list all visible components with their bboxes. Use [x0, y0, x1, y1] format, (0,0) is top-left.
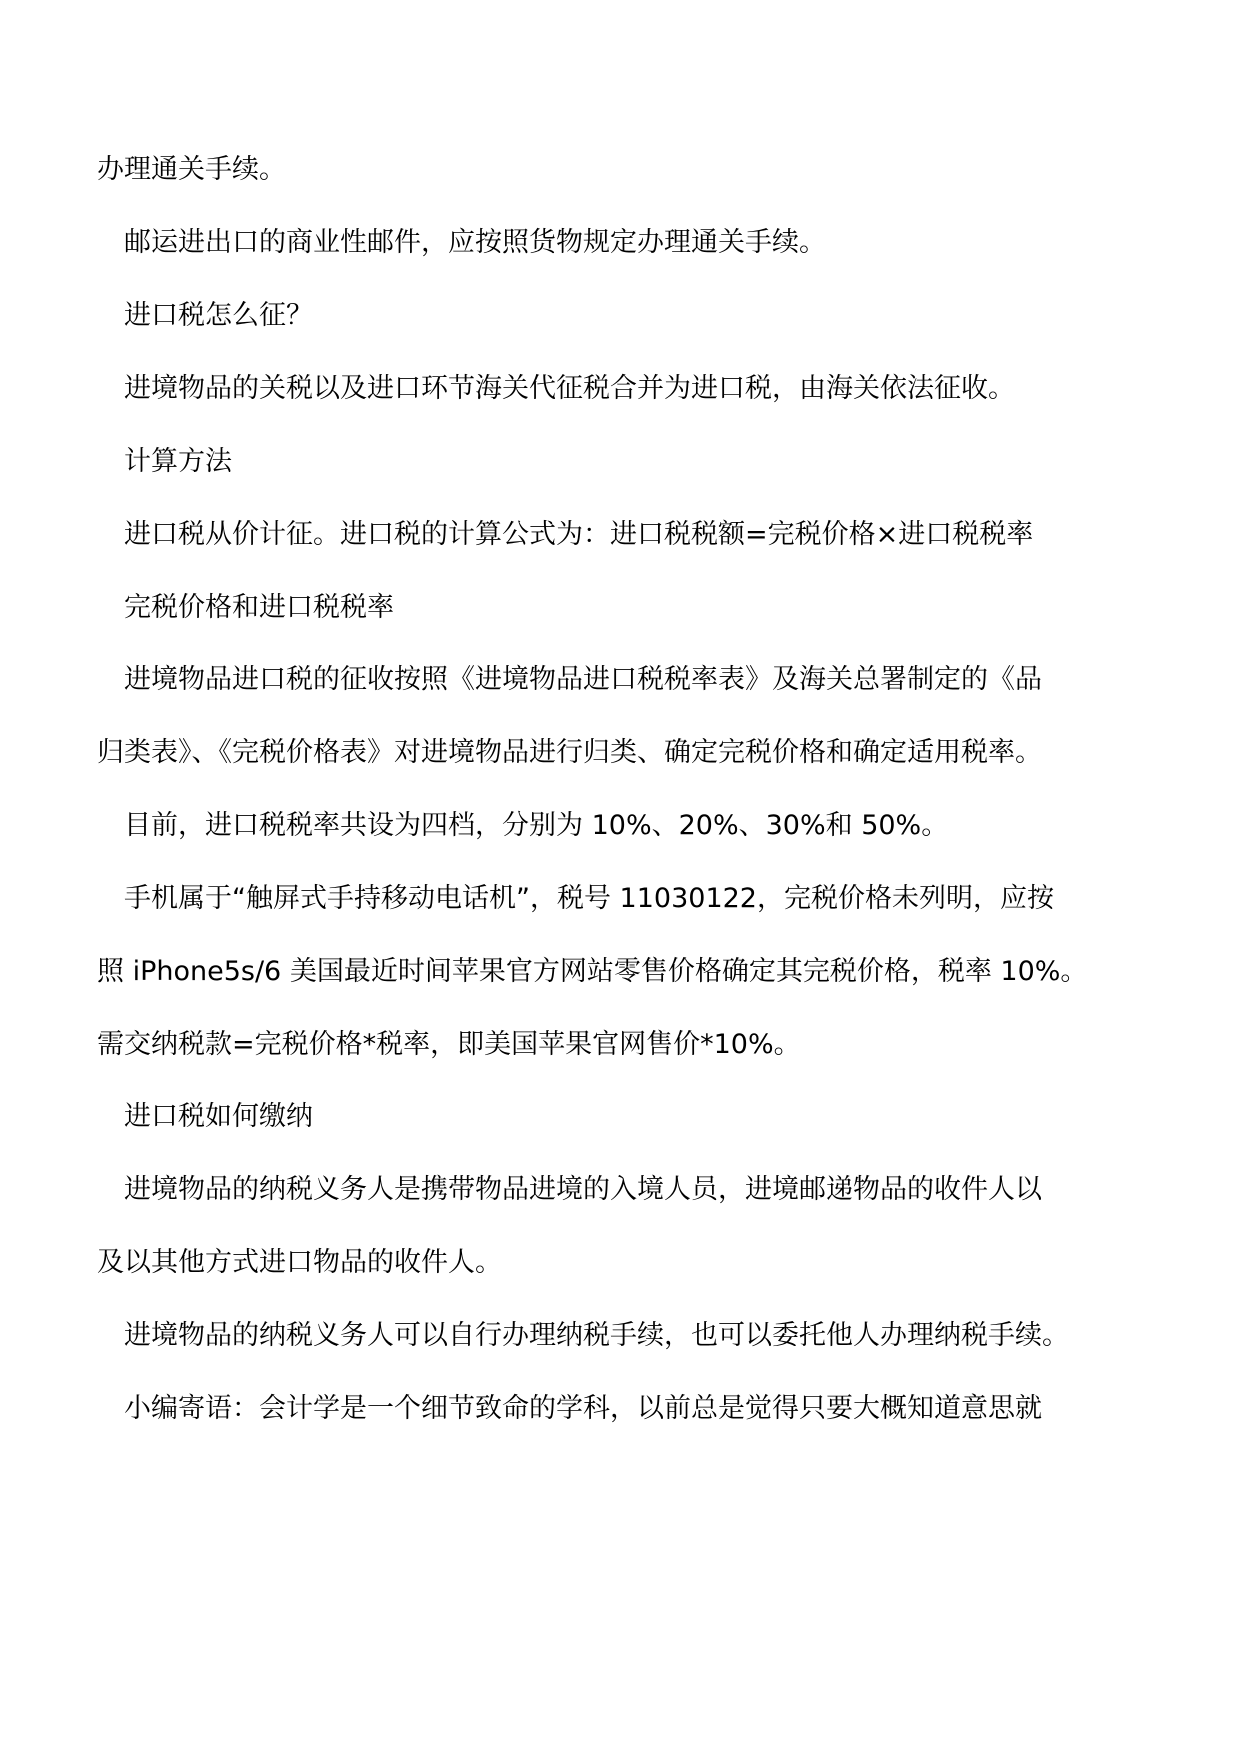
line-9: 归类表》、《完税价格表》对进境物品进行归类、确定完税价格和确定适用税率。: [97, 737, 1042, 768]
line-15: 进境物品的纳税义务人是携带物品进境的入境人员，进境邮递物品的收件人以: [124, 1174, 1042, 1205]
line-17: 进境物品的纳税义务人可以自行办理纳税手续，也可以委托他人办理纳税手续。: [124, 1320, 1069, 1351]
line-14: 进口税如何缴纳: [124, 1101, 313, 1132]
line-3: 进口税怎么征？: [124, 300, 313, 331]
line-2: 邮运进出口的商业性邮件，应按照货物规定办理通关手续。: [124, 227, 826, 258]
line-18: 小编寄语：会计学是一个细节致命的学科，以前总是觉得只要大概知道意思就: [124, 1393, 1042, 1424]
line-5: 计算方法: [124, 446, 232, 477]
line-12: 照 iPhone5s/6 美国最近时间苹果官方网站零售价格确定其完税价格，税率 10%。: [97, 956, 1088, 987]
line-8: 进境物品进口税的征收按照《进境物品进口税税率表》及海关总署制定的《品: [124, 664, 1042, 695]
line-7: 完税价格和进口税税率: [124, 592, 394, 623]
line-11: 手机属于“触屏式手持移动电话机”，税号 11030122，完税价格未列明，应按: [124, 883, 1054, 914]
line-6: 进口税从价计征。进口税的计算公式为：进口税税额=完税价格×进口税税率: [124, 519, 1034, 550]
line-4: 进境物品的关税以及进口环节海关代征税合并为进口税，由海关依法征收。: [124, 373, 1015, 404]
line-16: 及以其他方式进口物品的收件人。: [97, 1247, 502, 1278]
line-1: 办理通关手续。: [97, 154, 286, 185]
line-10: 目前，进口税税率共设为四档，分别为 10%、20%、30%和 50%。: [124, 810, 949, 841]
line-13: 需交纳税款=完税价格*税率，即美国苹果官网售价*10%。: [97, 1029, 801, 1060]
